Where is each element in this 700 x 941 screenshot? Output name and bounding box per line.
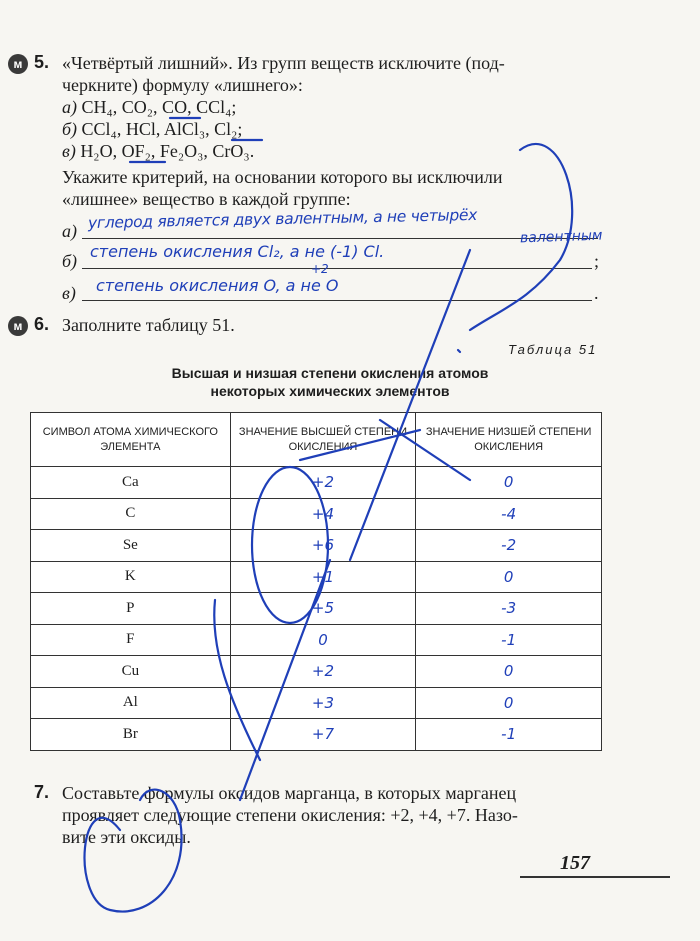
cell-low[interactable]: 0	[416, 561, 602, 593]
cell-symbol: F	[31, 624, 231, 656]
table-title-line1: Высшая и низшая степени окисления атомов	[171, 365, 489, 381]
task-5-marker: м	[8, 54, 28, 74]
cell-high[interactable]: +3	[230, 687, 416, 719]
cell-low[interactable]: -4	[416, 498, 602, 530]
task-5-group-a	[62, 96, 236, 118]
answer-c-label: в)	[62, 283, 76, 303]
group-formulas: CCl₄, HCl, AlCl₃, Cl₂;	[81, 119, 243, 139]
answer-c-handwriting[interactable]: степень окисления O, а не O	[96, 276, 339, 295]
task-5-group-c	[62, 140, 254, 162]
table-row	[31, 656, 602, 688]
cell-symbol: Ca	[31, 467, 231, 499]
table-row	[31, 561, 602, 593]
task-7-number: 7.	[34, 782, 50, 802]
cell-high[interactable]: +2	[230, 656, 416, 688]
answer-b-label: б)	[62, 251, 78, 271]
table-title-line2: некоторых химических элементов	[210, 383, 450, 399]
table-row	[31, 467, 602, 499]
task-7-line3: вите эти оксиды.	[62, 827, 191, 847]
cell-symbol: K	[31, 561, 231, 593]
task-7-line2: проявляет следующие степени окисления: +2, +4, +7. Назо-	[62, 805, 518, 825]
task-5-criterion-line2: «лишнее» вещество в каждой группе:	[62, 189, 351, 209]
table-row	[31, 719, 602, 751]
cell-high[interactable]: +4	[230, 498, 416, 530]
page-number: 157	[560, 852, 590, 874]
task-6-marker: м	[8, 316, 28, 336]
cell-high[interactable]: +6	[230, 530, 416, 562]
answer-b-line	[82, 268, 592, 269]
group-label: а)	[62, 97, 77, 117]
answer-c-superscript: +2	[311, 262, 329, 276]
group-label: в)	[62, 141, 76, 161]
task-5-number: 5.	[34, 52, 50, 72]
cell-low[interactable]: 0	[416, 687, 602, 719]
cell-low[interactable]: -3	[416, 593, 602, 625]
answer-b-handwriting[interactable]: степень окисления Cl₂, а не (-1) Cl.	[90, 242, 385, 261]
task-5-intro-line2: черкните) формулу «лишнего»:	[62, 75, 303, 95]
answer-a-handwriting[interactable]: углерод является двух валентным, а не четырёх	[87, 205, 478, 233]
cell-symbol: Al	[31, 687, 231, 719]
answer-c-line	[82, 300, 592, 301]
cell-high[interactable]: +1	[230, 561, 416, 593]
task-6-text: Заполните таблицу 51.	[62, 315, 235, 335]
table-row	[31, 498, 602, 530]
task-5-intro-line1: «Четвёртый лишний». Из групп веществ исключите (под-	[62, 53, 505, 73]
task-5-criterion-line1: Укажите критерий, на основании которого вы исключили	[62, 167, 503, 187]
table-caption: Таблица 51	[508, 342, 598, 357]
answer-c-end: .	[594, 283, 599, 303]
cell-symbol: Se	[31, 530, 231, 562]
table-row	[31, 687, 602, 719]
header-high: ЗНАЧЕНИЕ ВЫСШЕЙ СТЕПЕНИ ОКИСЛЕНИЯ	[230, 413, 416, 467]
header-symbol: СИМВОЛ АТОМА ХИМИЧЕСКОГО ЭЛЕМЕНТА	[31, 413, 231, 467]
header-low: ЗНАЧЕНИЕ НИЗШЕЙ СТЕПЕНИ ОКИСЛЕНИЯ	[416, 413, 602, 467]
table-row	[31, 530, 602, 562]
page-number-rule	[520, 876, 670, 878]
cell-low[interactable]: 0	[416, 656, 602, 688]
cell-low[interactable]: -1	[416, 719, 602, 751]
cell-symbol: P	[31, 593, 231, 625]
group-formulas: CH₄, CO₂, CO, CCl₄;	[81, 97, 237, 117]
task-5-group-b	[62, 118, 242, 140]
answer-b-end: ;	[594, 251, 600, 271]
dot-mark	[458, 350, 460, 352]
answer-a-continuation: валентным	[519, 227, 603, 247]
cell-symbol: C	[31, 498, 231, 530]
cell-high[interactable]: 0	[230, 624, 416, 656]
table-row	[31, 624, 602, 656]
task-7-line1: Составьте формулы оксидов марганца, в которых марганец	[62, 783, 517, 803]
cell-low[interactable]: 0	[416, 467, 602, 499]
oxidation-states-table	[30, 412, 602, 751]
task-6-number: 6.	[34, 314, 50, 334]
table-row	[31, 593, 602, 625]
group-formulas: H₂O, OF₂, Fe₂O₃, CrO₃.	[80, 141, 255, 161]
cell-high[interactable]: +5	[230, 593, 416, 625]
answer-a-label: а)	[62, 221, 77, 241]
cell-low[interactable]: -2	[416, 530, 602, 562]
table-header-row	[31, 413, 602, 467]
cell-low[interactable]: -1	[416, 624, 602, 656]
group-label: б)	[62, 119, 78, 139]
cell-high[interactable]: +2	[230, 467, 416, 499]
cell-symbol: Cu	[31, 656, 231, 688]
cell-symbol: Br	[31, 719, 231, 751]
cell-high[interactable]: +7	[230, 719, 416, 751]
